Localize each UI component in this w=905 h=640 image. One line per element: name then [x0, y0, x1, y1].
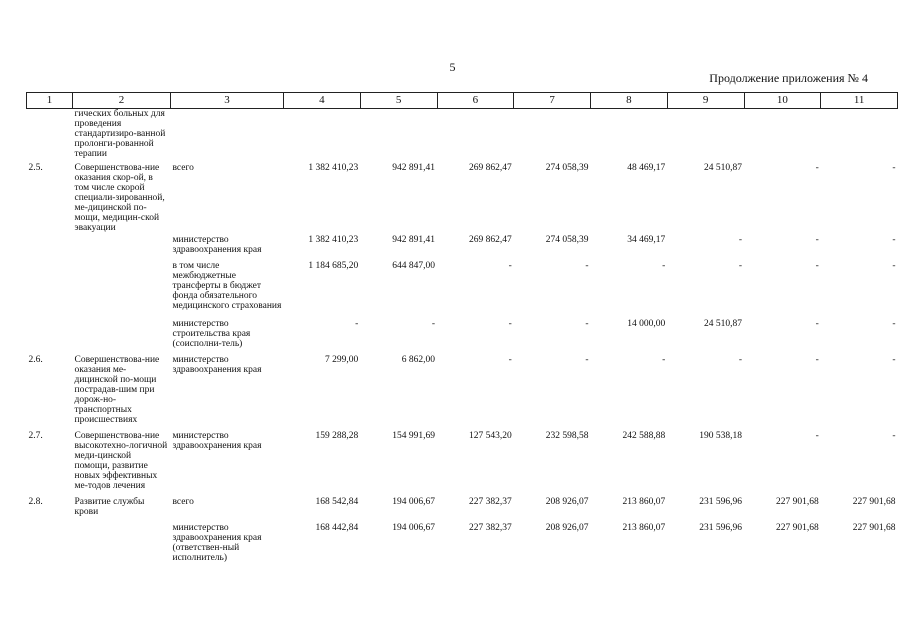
value-cell: - — [431, 319, 435, 329]
value-cell: - — [892, 163, 896, 173]
value-cell: - — [892, 235, 896, 245]
value-cell: 24 510,87 — [704, 319, 742, 329]
value-cell — [284, 109, 361, 160]
row-index: 2.6. — [28, 355, 43, 365]
program-funding-table — [26, 92, 898, 563]
value-cell: 213 860,07 — [622, 523, 666, 533]
value-cell: 269 862,47 — [469, 163, 512, 173]
row-index: 2.8. — [28, 497, 43, 507]
column-header: 11 — [821, 93, 898, 109]
table-row — [27, 517, 898, 563]
table-row — [27, 109, 898, 160]
measure-name — [73, 311, 171, 349]
row-index — [27, 109, 73, 160]
value-cell: - — [815, 431, 819, 441]
executor: министерство здравоохранения края — [172, 431, 262, 451]
value-cell: 208 926,07 — [545, 497, 589, 507]
value-cell — [514, 109, 591, 160]
measure-name — [73, 233, 171, 255]
appendix-continuation-label: Продолжение приложения № 4 — [709, 71, 868, 85]
column-header: 5 — [360, 93, 437, 109]
value-cell: 194 006,67 — [392, 497, 435, 507]
value-cell: 159 288,28 — [315, 431, 359, 441]
row-index: 2.7. — [28, 431, 43, 441]
value-cell: 1 382 410,23 — [308, 163, 359, 173]
value-cell: - — [815, 261, 819, 271]
table-row — [27, 255, 898, 311]
value-cell: - — [738, 355, 742, 365]
value-cell: 48 469,17 — [627, 163, 666, 173]
value-cell: 168 442,84 — [315, 523, 359, 533]
value-cell: 1 184 685,20 — [308, 261, 359, 271]
value-cell: - — [892, 261, 896, 271]
value-cell: 242 588,88 — [622, 431, 666, 441]
row-index — [27, 255, 73, 311]
column-header: 4 — [284, 93, 361, 109]
executor: всего — [172, 163, 194, 173]
value-cell: - — [892, 355, 896, 365]
value-cell: - — [585, 319, 589, 329]
column-header: 3 — [171, 93, 284, 109]
value-cell: 14 000,00 — [627, 319, 666, 329]
value-cell — [667, 109, 744, 160]
value-cell: 227 901,68 — [852, 497, 896, 507]
row-index — [27, 311, 73, 349]
value-cell: 231 596,96 — [699, 523, 742, 533]
measure-name: Совершенствова-ние высокотехно-логичной меди-цинской помощи, развитие новых эффективных ме-тодов лечения — [74, 431, 168, 491]
value-cell: 269 862,47 — [469, 235, 512, 245]
value-cell: - — [355, 319, 359, 329]
value-cell: 227 382,37 — [469, 523, 512, 533]
value-cell: - — [815, 163, 819, 173]
table-row — [27, 491, 898, 517]
value-cell: 274 058,39 — [545, 163, 589, 173]
table-row — [27, 425, 898, 491]
value-cell: 6 862,00 — [401, 355, 435, 365]
value-cell: 274 058,39 — [545, 235, 589, 245]
value-cell: - — [662, 355, 666, 365]
value-cell: - — [585, 355, 589, 365]
value-cell: - — [662, 261, 666, 271]
value-cell: 227 901,68 — [776, 497, 819, 507]
row-index: 2.5. — [28, 163, 43, 173]
value-cell: 227 901,68 — [776, 523, 819, 533]
executor: в том числе межбюджетные трансферты в бюджет фонда обязательного медицинского страхования — [172, 261, 282, 311]
value-cell: 34 469,17 — [627, 235, 666, 245]
column-header: 9 — [667, 93, 744, 109]
value-cell — [744, 109, 821, 160]
value-cell: 1 382 410,23 — [308, 235, 359, 245]
column-number-header-row — [27, 93, 898, 109]
column-header: 7 — [514, 93, 591, 109]
value-cell: - — [738, 261, 742, 271]
executor: министерство здравоохранения края (ответствен-ный исполнитель) — [172, 523, 262, 563]
value-cell: 227 901,68 — [852, 523, 896, 533]
value-cell: - — [585, 261, 589, 271]
value-cell: 168 542,84 — [315, 497, 359, 507]
value-cell — [591, 109, 668, 160]
value-cell: 227 382,37 — [469, 497, 512, 507]
value-cell: - — [892, 431, 896, 441]
value-cell: 7 299,00 — [325, 355, 359, 365]
page-number: 5 — [449, 60, 456, 74]
value-cell: - — [815, 355, 819, 365]
value-cell — [821, 109, 898, 160]
value-cell: - — [508, 319, 512, 329]
value-cell — [437, 109, 514, 160]
measure-name: гических больных для проведения стандартизиро-ванной пролонги-рованной терапии — [74, 109, 166, 159]
value-cell: 24 510,87 — [704, 163, 742, 173]
table-row — [27, 233, 898, 255]
measure-name: Совершенствова-ние оказания скор-ой, в том числе скорой специали-зированной, ме-дицинской по-мощи, медицин-ской эвакуации — [74, 163, 165, 233]
value-cell: 194 006,67 — [392, 523, 435, 533]
value-cell: 942 891,41 — [392, 163, 435, 173]
value-cell: 644 847,00 — [392, 261, 435, 271]
measure-name — [73, 255, 171, 311]
value-cell: 232 598,58 — [545, 431, 589, 441]
row-index — [27, 233, 73, 255]
measure-name — [73, 517, 171, 563]
executor — [171, 109, 284, 160]
executor: министерство строительства края (соисполни-тель) — [172, 319, 251, 349]
executor: министерство здравоохранения края — [172, 235, 262, 255]
column-header: 2 — [73, 93, 171, 109]
column-header: 6 — [437, 93, 514, 109]
table-row — [27, 311, 898, 349]
column-header: 1 — [27, 93, 73, 109]
measure-name: Развитие службы крови — [74, 497, 145, 517]
executor: всего — [172, 497, 194, 507]
table-row — [27, 159, 898, 233]
value-cell: - — [815, 319, 819, 329]
column-header: 8 — [591, 93, 668, 109]
row-index — [27, 517, 73, 563]
value-cell: 190 538,18 — [699, 431, 742, 441]
table-row — [27, 349, 898, 425]
value-cell: 154 991,69 — [392, 431, 435, 441]
value-cell: - — [892, 319, 896, 329]
value-cell: - — [738, 235, 742, 245]
value-cell: 942 891,41 — [392, 235, 435, 245]
measure-name: Совершенствова-ние оказания ме-дицинской по-мощи пострадав-шим при дорож-но-транспортных происшествиях — [74, 355, 160, 425]
executor: министерство здравоохранения края — [172, 355, 262, 375]
value-cell: 208 926,07 — [545, 523, 589, 533]
value-cell: - — [508, 261, 512, 271]
value-cell: - — [815, 235, 819, 245]
value-cell: 213 860,07 — [622, 497, 666, 507]
value-cell — [360, 109, 437, 160]
column-header: 10 — [744, 93, 821, 109]
value-cell: 127 543,20 — [469, 431, 512, 441]
value-cell: 231 596,96 — [699, 497, 742, 507]
value-cell: - — [508, 355, 512, 365]
